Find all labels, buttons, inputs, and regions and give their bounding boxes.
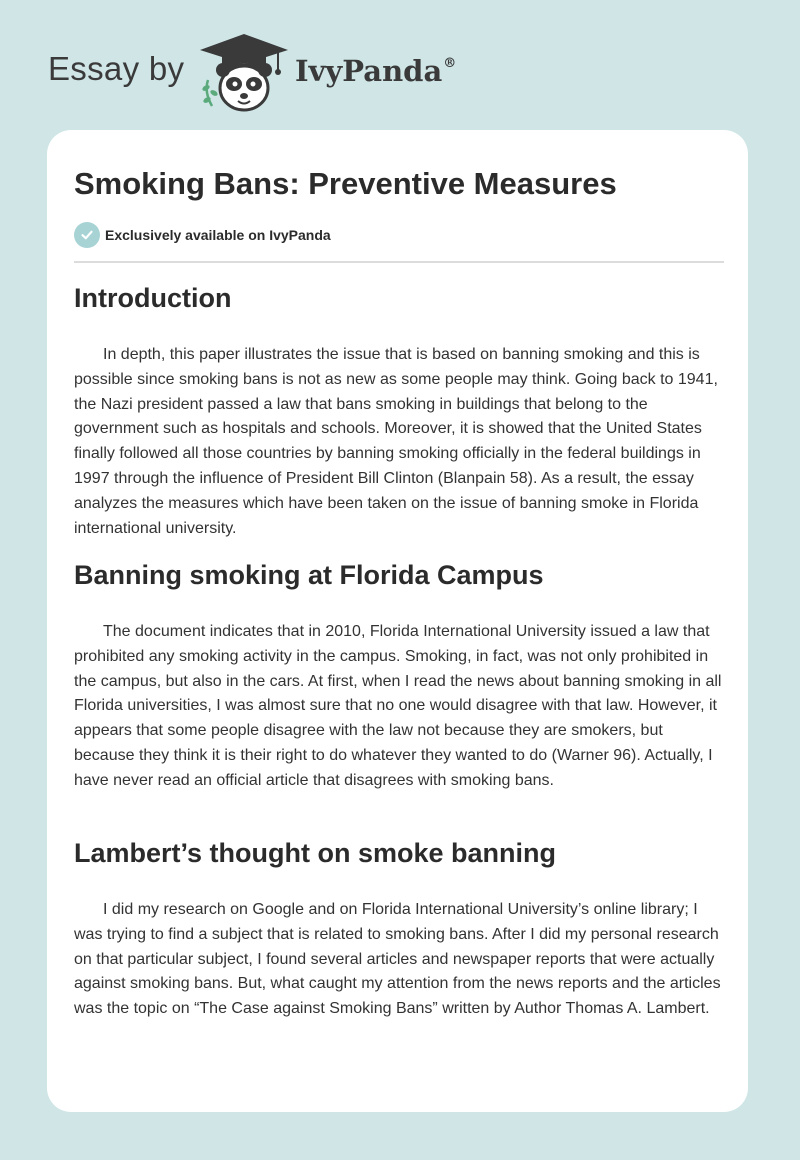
section-body-florida-campus: The document indicates that in 2010, Florida International University issued a law that prohibited any smoking activity in the campus. Smoking, in fact, was not only prohibited in the campus, but also in the cars. At first, when I read the news about banning smoking in all Florida universities, I was almost sure that no one would disagree with that law. However, it appears that some people disagree with the law not because they are smokers, but because they think it is their right to do whatever they wanted to do (Warner 96). Actually, I have never read an official article that disagrees with smoking bans. (74, 623, 722, 789)
brand-logo[interactable] (295, 54, 456, 88)
exclusive-badge (74, 222, 331, 248)
exclusive-badge-label: Exclusively available on IvyPanda (105, 227, 331, 243)
section-body-introduction: In depth, this paper illustrates the issue that is based on banning smoking and this is possible since smoking bans is not as new as some people may think. Going back to 1941, the Nazi president passed a law that bans smoking in buildings that belong to the government such as hospitals and schools. Moreover, it is showed that the United States finally followed all those countries by banning smoking officially in the federal buildings in 1997 through the influence of President Bill Clinton (Blanpain 58). As a result, the essay analyzes the measures which have been taken on the issue of banning smoke in Florida international university. (74, 346, 718, 537)
title-divider (74, 261, 724, 263)
brand-name: IvyPanda (295, 54, 443, 88)
section-heading-introduction: Introduction (74, 283, 232, 313)
site-header (0, 0, 800, 120)
section-heading-lambert: Lambert’s thought on smoke banning (74, 838, 557, 868)
section-body-lambert: I did my research on Google and on Florida International University’s online library; I was trying to find a subject that is related to smoking bans. After I did my personal research on that particular subject, I found several articles and newspaper reports that were actually against smoking bans. But, what caught my attention from the news reports and the articles was the topic on “The Case against Smoking Bans” written by Author Thomas A. Lambert. (74, 901, 721, 1018)
panda-graduate-icon[interactable] (198, 30, 290, 114)
registered-mark: ® (443, 56, 457, 71)
article-card (47, 130, 748, 1112)
essay-by-label: Essay by (48, 50, 185, 87)
section-heading-florida-campus: Banning smoking at Florida Campus (74, 560, 544, 590)
article-title: Smoking Bans: Preventive Measures (74, 166, 617, 201)
check-circle-icon (74, 222, 100, 248)
